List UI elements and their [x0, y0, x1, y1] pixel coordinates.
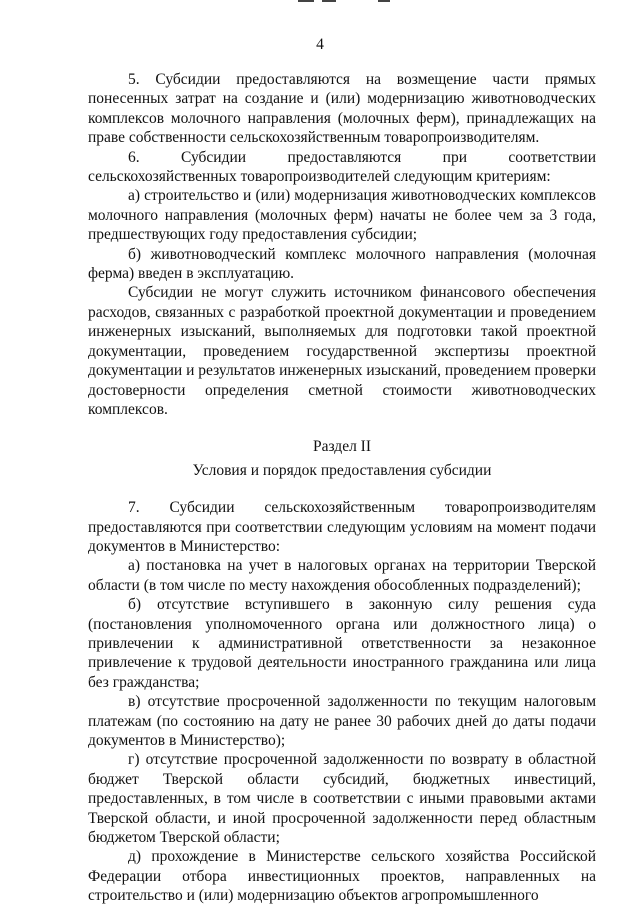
paragraph-6b: б) животноводческий комплекс молочного направления (молочная ферма) введен в эксплуатацию.	[88, 245, 596, 283]
document-body	[88, 70, 596, 906]
paragraph-7d: д) прохождение в Министерстве сельского хозяйства Российской Федерации отбора инвестиционных проектов, направленных на строительство и (или) модернизацию объектов агропромышленного	[88, 848, 596, 905]
paragraph-7b: б) отсутствие вступившего в законную силу решения суда (постановления уполномоченного органа или должностного лица) о привлечении к административной ответственности за незаконное привлечение к трудовой деятельности иностранного гражданина или лица без гражданства;	[88, 596, 596, 691]
paragraph-6a: а) строительство и (или) модернизация животноводческих комплексов молочного направления (молочных ферм) начаты не более чем за 3 года, предшествующих году предоставления субсидии;	[88, 187, 596, 244]
paragraph-5: 5. Субсидии предоставляются на возмещение части прямых понесенных затрат на создание и (или) модернизацию животноводческих комплексов молочного направления (молочных ферм), принадлежащих на праве собственности сельскохозяйственным товаропроизводителям.	[88, 71, 596, 147]
paragraph-funding-restriction: Субсидии не могут служить источником финансового обеспечения расходов, связанных с разработкой проектной документации и проведением инженерных изысканий, выполняемых для подготовки такой проектной документации, проведением государственной экспертизы проектной документации и результатов инженерных изысканий, проведением проверки достоверности определения сметной стоимости животноводческих комплексов.	[88, 284, 596, 418]
paragraph-7v: в) отсутствие просроченной задолженности по текущим налоговым платежам (по состоянию на дату не ранее 30 рабочих дней до даты подачи документов в Министерство);	[88, 693, 596, 749]
paragraph-6: 6. Субсидии предоставляются при соответствии сельскохозяйственных товаропроизводителей следующим критериям:	[88, 148, 596, 186]
paragraph-7: 7. Субсидии сельскохозяйственным товаропроизводителям предоставляются при соответствии следующим условиям на момент подачи документов в Министерство:	[88, 499, 596, 555]
paragraph-7a: а) постановка на учет в налоговых органах на территории Тверской области (в том числе по месту нахождения обособленных подразделений);	[88, 557, 596, 594]
section-title: Условия и порядок предоставления субсидии	[192, 461, 492, 479]
page-number: 4	[316, 36, 324, 53]
paragraph-7g: г) отсутствие просроченной задолженности по возврату в областной бюджет Тверской области субсидий, бюджетных инвестиций, предоставленных, в том числе в соответствии с иными правовыми актами Тверской области, и иной просроченной задолженности перед областным бюджетом Тверской области;	[88, 751, 596, 847]
scan-edge-marks	[0, 0, 640, 4]
section-heading: Раздел II	[312, 438, 372, 456]
